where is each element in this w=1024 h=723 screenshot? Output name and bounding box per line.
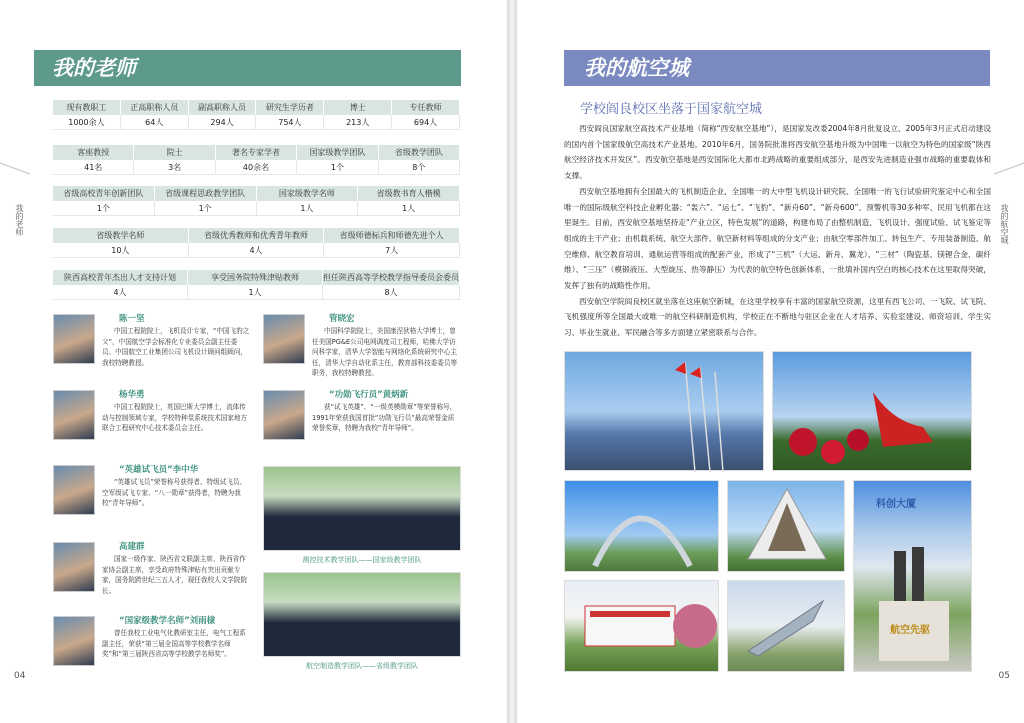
stat-label: 省级优秀教师和优秀青年教师 — [189, 228, 325, 243]
stat-label: 享受国务院特殊津贴教师 — [188, 270, 323, 285]
teacher-name: “英雄试飞员”李中华 — [119, 465, 199, 475]
side-tab: 我的老师 — [15, 204, 24, 236]
stat-cell — [189, 100, 257, 130]
stat-cell — [323, 270, 460, 300]
teacher-bio: 中国工程院院士，英国巴斯大学博士，流体传动与控制领域专家，学校特种泵系统技术国家地方联合工程研究中心技术委员会主任。 — [102, 403, 248, 432]
stat-label: 省级教学团队 — [379, 145, 460, 160]
stat-cell — [392, 100, 460, 130]
stat-row-0 — [53, 100, 460, 130]
team-caption-2: 航空制造教学团队——省级教学团队 — [306, 662, 418, 670]
photo-arch-sculpture — [564, 480, 719, 572]
stat-value: 294人 — [189, 115, 257, 130]
stat-label: 省级教学名师 — [53, 228, 189, 243]
team-photo-1 — [263, 466, 461, 551]
teacher-photo — [263, 314, 305, 364]
stat-label: 院士 — [134, 145, 215, 160]
stat-label: 客座教授 — [53, 145, 134, 160]
page-number: 05 — [998, 671, 1010, 681]
stat-value: 1个 — [297, 160, 378, 175]
teacher-name: “功勋飞行员”黄炳新 — [329, 390, 409, 400]
stat-cell — [53, 270, 188, 300]
teacher-photo — [53, 465, 95, 515]
teacher-photo — [53, 314, 95, 364]
stat-row-2 — [53, 186, 460, 216]
stat-cell — [358, 186, 460, 216]
stat-label: 专任教师 — [392, 100, 460, 115]
section-banner-teachers: 我的老师 — [34, 50, 461, 86]
stat-cell — [53, 145, 134, 175]
fold-mark — [0, 163, 30, 204]
teacher-photo — [263, 390, 305, 440]
stat-value: 41名 — [53, 160, 134, 175]
stat-value: 1人 — [257, 201, 359, 216]
stat-cell — [121, 100, 189, 130]
stat-value: 1个 — [155, 201, 257, 216]
fold-mark — [994, 163, 1024, 204]
stat-value: 10人 — [53, 243, 189, 258]
teacher-bio: 获“试飞英雄”、“一级英模勋章”等荣誉称号，1991年荣获我国首批“功勋飞行员”最高荣誉金质荣誉奖章，特聘为我校“青年导师”。 — [312, 403, 457, 432]
stat-value: 40余名 — [216, 160, 297, 175]
stat-cell — [257, 186, 359, 216]
stat-value: 8人 — [323, 285, 460, 300]
page-number: 04 — [14, 671, 26, 681]
stat-label: 研究生学历者 — [256, 100, 324, 115]
stat-cell — [53, 100, 121, 130]
teacher-bio: 国家一级作家、陕西省文联副主席、陕西省作家协会副主席，享受政府特殊津贴有突出贡献专家，国务院跨世纪三五人才，现任我校人文学院院长。 — [102, 555, 248, 595]
teacher-name: 高建群 — [119, 542, 145, 552]
stat-value: 694人 — [392, 115, 460, 130]
teacher-bio: 中国工程院院士，飞机设计专家，“中国飞豹之父”，中国航空学会标准化专业委员会副主任委员、中国航空工业集团公司飞机设计顾问组顾问，我校特聘教授。 — [102, 327, 250, 367]
teacher-bio: 曾任我校工业电气化教研室主任，电气工程系副主任，荣获“第三届全国高等学校教学名师奖”和“第三届陕西省高等学校教学名师奖”。 — [102, 629, 246, 658]
paragraph: 西安航空学院阎良校区就坐落在这座航空新城，在这里学校享有丰富的国家航空资源，这里有西飞公司、一飞院、试飞院、飞机强度所等全国最大或唯一的航空科研制造机构，学校正在不断地与驻区企业在人才培养、实验室建设、师资培训、学生实习、毕业生就业、军民融合等多方面建立紧密联系与合作。 — [564, 296, 991, 338]
stat-value: 1000余人 — [53, 115, 121, 130]
stat-cell — [324, 228, 460, 258]
stat-label: 省级师德标兵和师德先进个人 — [324, 228, 460, 243]
section-banner-aviation-city: 我的航空城 — [564, 50, 990, 86]
stat-cell — [188, 270, 323, 300]
stat-value: 3名 — [134, 160, 215, 175]
side-tab: 我的航空城 — [1000, 204, 1009, 244]
stat-label: 省级课程思政教学团队 — [155, 186, 257, 201]
stat-value: 7人 — [324, 243, 460, 258]
stat-label: 现有教职工 — [53, 100, 121, 115]
teacher-photo — [53, 390, 95, 440]
stat-cell — [53, 228, 189, 258]
teacher-bio: “英雄试飞员”荣誉称号获得者、特级试飞员、空军级试飞专家、“八一勋章”获得者，特聘为我校“青年导师”。 — [102, 478, 247, 507]
stat-value: 4人 — [189, 243, 325, 258]
team-photo-2 — [263, 572, 461, 657]
stat-cell — [53, 186, 155, 216]
photo-wing-sculpture — [727, 580, 845, 672]
stat-value: 1个 — [53, 201, 155, 216]
article-body — [564, 121, 991, 341]
stat-label: 著名专家学者 — [216, 145, 297, 160]
statue-inscription: 航空先驱 — [890, 625, 930, 636]
teacher-bio: 中国科学院院士，美国康涅狄格大学博士，曾任美国PG&E公司电网调度司工程师，哈佛大学访问科学家，清华大学智能与网络化系统研究中心主任，清华大学自动化系主任，教育部科技委委员等职务，我校特聘教授。 — [312, 327, 458, 377]
photo-gate-building — [564, 580, 719, 672]
stat-row-3 — [53, 228, 460, 258]
article-title: 学校阎良校区坐落于国家航空城 — [580, 102, 763, 117]
stat-cell — [216, 145, 297, 175]
stat-cell — [379, 145, 460, 175]
stat-label: 省级高校青年创新团队 — [53, 186, 155, 201]
teacher-name: 管晓宏 — [329, 314, 355, 324]
paragraph: 西安阎良国家航空高技术产业基地（简称“西安航空基地”），是国家发改委2004年8月批复设立、2005年3月正式启动建设的国内首个国家级航空高技术产业基地。2010年6月，国务院批准将西安航空基地升级为中国唯一以航空为特色的国家级“陕西航空经济技术开发区”。西安航空基地是西安国际化大都市北跨战略的重要组成部分，是西安先进制造业强市战略的重要载体和支撑。 — [564, 124, 991, 181]
teacher-name: 陈一坚 — [119, 314, 145, 324]
stat-value: 1人 — [188, 285, 323, 300]
photo-statue-building — [853, 480, 972, 672]
right-page — [517, 0, 1024, 723]
stat-cell — [297, 145, 378, 175]
stat-value: 4人 — [53, 285, 188, 300]
stat-cell — [256, 100, 324, 130]
teacher-name: “国家级教学名师”刘雨棣 — [119, 616, 216, 626]
team-caption-1: 测控技术教学团队——国家级教学团队 — [302, 556, 422, 564]
book-spine — [507, 0, 517, 723]
stat-value: 754人 — [256, 115, 324, 130]
stat-label: 副高职称人员 — [189, 100, 257, 115]
stat-label: 担任陕西高等学校教学指导委员会委员 — [323, 270, 460, 285]
photo-triangle-building — [727, 480, 845, 572]
stat-label: 国家级教学名师 — [257, 186, 359, 201]
photo-flags-building — [564, 351, 764, 471]
stat-label: 省级教书育人楷模 — [358, 186, 460, 201]
stat-value: 8个 — [379, 160, 460, 175]
stat-label: 正高职称人员 — [121, 100, 189, 115]
photo-red-sculpture-roses — [772, 351, 972, 471]
building-sign-text: 科创大厦 — [876, 499, 916, 510]
teacher-photo — [53, 542, 95, 592]
stat-cell — [189, 228, 325, 258]
stat-label: 陕西高校青年杰出人才支持计划 — [53, 270, 188, 285]
stat-label: 国家级教学团队 — [297, 145, 378, 160]
stat-value: 1人 — [358, 201, 460, 216]
teacher-name: 杨华勇 — [119, 390, 145, 400]
stat-row-4 — [53, 270, 460, 300]
stat-row-1 — [53, 145, 460, 175]
teacher-photo — [53, 616, 95, 666]
stat-label: 博士 — [324, 100, 392, 115]
stat-cell — [155, 186, 257, 216]
stat-cell — [324, 100, 392, 130]
stat-cell — [134, 145, 215, 175]
paragraph: 西安航空基地拥有全国最大的飞机制造企业、全国唯一的大中型飞机设计研究院、全国唯一的飞行试验研究鉴定中心和全国唯一的国际级航空科技企业孵化器；“轰六”、“运七”、“飞豹”、“新舟60”、“新舟600”、预警机等30多种军、民用飞机都在这里诞生。目前，西安航空基地坚持走“产业立区，特色发展”的道路，构建布局了由整机制造、飞机设计、强度试验、试飞鉴定等组成的主干产业；由机载系统、航空大部件、航空新材料等组成的分支产业；由航空零部件加工、转包生产、专用装备制造、航空维修、航空教育培训、通航运营等组成的配套产业，形成了“三机”（大运、新舟、翼龙）、“三材”（陶瓷基、镁锂合金、碳纤维）、“三压”（模锻液压、大型旋压、热等静压）为代表的航空特色创新体系，一批填补国内空白的核心技术在这里取得突破，发挥了独有的战略性作用。 — [564, 186, 991, 291]
left-page — [0, 0, 507, 723]
stat-value: 64人 — [121, 115, 189, 130]
stat-value: 213人 — [324, 115, 392, 130]
